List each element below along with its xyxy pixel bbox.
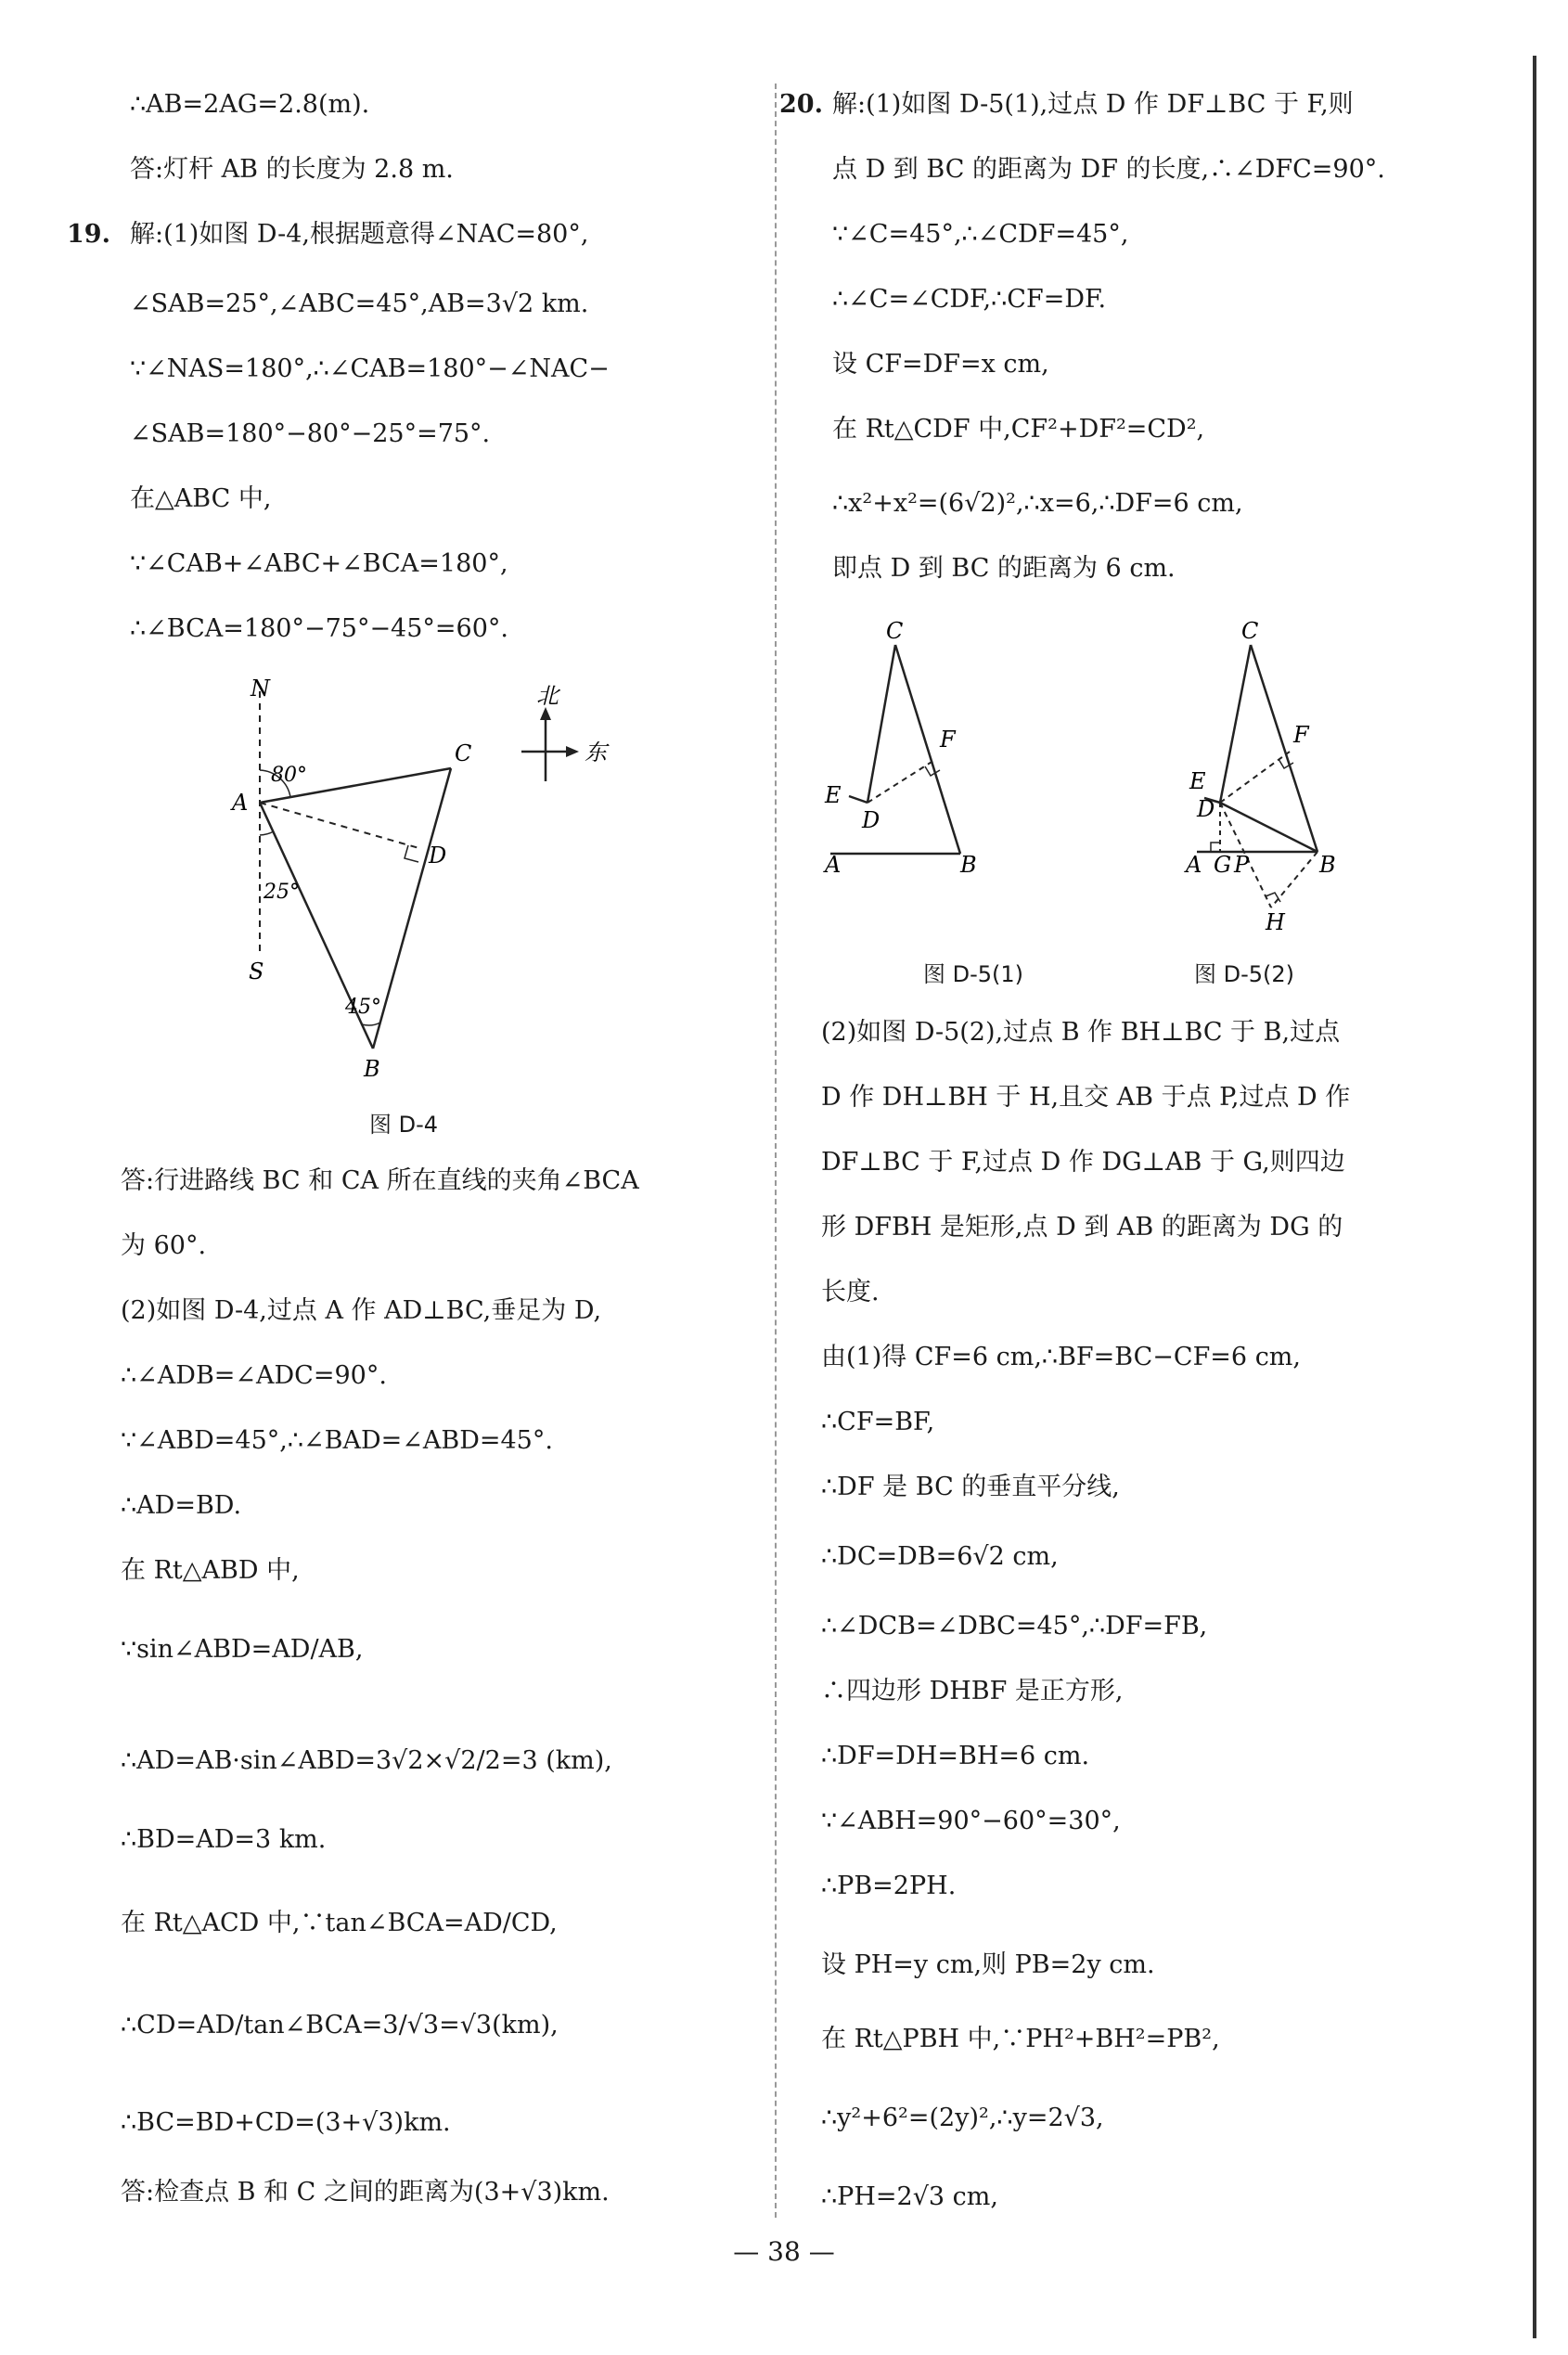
text-line: (2)如图 D-5(2),过点 B 作 BH⊥BC 于 B,过点	[821, 1018, 1341, 1047]
text-line: ∴PB=2PH.	[821, 1872, 957, 1900]
label-d: D	[1197, 796, 1215, 822]
text-line: 形 DFBH 是矩形,点 D 到 AB 的距离为 DG 的	[821, 1213, 1343, 1242]
question-number: 20.	[779, 90, 823, 119]
label-a: A	[825, 852, 842, 878]
label-f: F	[940, 727, 956, 753]
text-line: ∴DF=DH=BH=6 cm.	[821, 1742, 1090, 1770]
angle-abc-label: 45°	[345, 996, 381, 1019]
text-line: ∴AD=BD.	[121, 1491, 242, 1520]
text-line: ∵∠ABH=90°−60°=30°,	[821, 1807, 1121, 1835]
figure-caption: 图 D-5(2)	[1194, 961, 1295, 987]
question-number: 19.	[67, 220, 110, 249]
text-line: 设 PH=y cm,则 PB=2y cm.	[821, 1950, 1155, 1979]
label-b: B	[1319, 852, 1336, 878]
text-line: ∴∠C=∠CDF,∴CF=DF.	[832, 285, 1107, 314]
text-line: ∠SAB=25°,∠ABC=45°,AB=3√2 km.	[130, 290, 589, 318]
text-line: D 作 DH⊥BH 于 H,且交 AB 于点 P,过点 D 作	[821, 1083, 1351, 1112]
text-line: 点 D 到 BC 的距离为 DF 的长度,∴∠DFC=90°.	[832, 155, 1385, 184]
text-line: ∵∠ABD=45°,∴∠BAD=∠ABD=45°.	[121, 1426, 553, 1455]
text-line: 长度.	[821, 1278, 880, 1306]
figure-caption: 图 D-5(1)	[923, 961, 1024, 987]
text-line: 在 Rt△ACD 中,∵tan∠BCA=AD/CD,	[121, 1909, 558, 1937]
text-line: ∴x²+x²=(6√2)²,∴x=6,∴DF=6 cm,	[832, 489, 1243, 518]
label-h: H	[1266, 909, 1285, 935]
text-line: ∠SAB=180°−80°−25°=75°.	[130, 419, 491, 448]
text-line: ∴BC=BD+CD=(3+√3)km.	[121, 2108, 451, 2137]
figure-d5-1	[821, 612, 1062, 891]
text-line: 由(1)得 CF=6 cm,∴BF=BC−CF=6 cm,	[821, 1343, 1301, 1371]
text-line: ∵sin∠ABD=AD/AB,	[121, 1635, 364, 1664]
page-number: — 38 —	[733, 2236, 835, 2267]
text-line: 解:(1)如图 D-4,根据题意得∠NAC=80°,	[130, 220, 589, 249]
text-line: 在 Rt△PBH 中,∵PH²+BH²=PB²,	[821, 2025, 1220, 2053]
label-c: C	[1241, 618, 1259, 644]
text-line: ∴AB=2AG=2.8(m).	[130, 90, 370, 119]
text-line: 在 Rt△CDF 中,CF²+DF²=CD²,	[832, 415, 1205, 444]
text-line: DF⊥BC 于 F,过点 D 作 DG⊥AB 于 G,则四边	[821, 1148, 1345, 1177]
column-divider	[775, 84, 777, 2218]
label-e: E	[1189, 768, 1206, 794]
text-line: ∴DF 是 BC 的垂直平分线,	[821, 1473, 1120, 1501]
label-b: B	[364, 1056, 380, 1082]
text-line: ∵∠C=45°,∴∠CDF=45°,	[832, 220, 1129, 249]
text-line: 在 Rt△ABD 中,	[121, 1556, 300, 1585]
label-b: B	[960, 852, 977, 878]
text-line: ∴四边形 DHBF 是正方形,	[821, 1677, 1124, 1705]
text-line: 答:行进路线 BC 和 CA 所在直线的夹角∠BCA	[121, 1166, 639, 1195]
compass-north-label: 北	[536, 683, 559, 709]
text-line: ∴y²+6²=(2y)²,∴y=2√3,	[821, 2104, 1104, 2132]
text-line: ∵∠NAS=180°,∴∠CAB=180°−∠NAC−	[130, 354, 610, 383]
label-c: C	[455, 740, 472, 766]
angle-nac-label: 80°	[271, 764, 307, 787]
text-line: 即点 D 到 BC 的距离为 6 cm.	[832, 554, 1176, 583]
label-a: A	[1186, 852, 1202, 878]
angle-sab-label: 25°	[263, 881, 300, 904]
text-line: ∴BD=AD=3 km.	[121, 1825, 327, 1854]
text-line: 答:检查点 B 和 C 之间的距离为(3+√3)km.	[121, 2178, 610, 2207]
figure-d4	[223, 677, 612, 1086]
text-line: ∴CF=BF,	[821, 1408, 935, 1436]
page-edge-bar	[1533, 56, 1536, 2338]
label-a: A	[232, 790, 249, 816]
label-s: S	[249, 959, 264, 984]
label-f: F	[1293, 722, 1309, 748]
label-g: G	[1214, 852, 1232, 878]
text-line: ∴CD=AD/tan∠BCA=3/√3=√3(km),	[121, 2011, 559, 2040]
label-d: D	[429, 843, 447, 869]
text-line: ∴DC=DB=6√2 cm,	[821, 1542, 1059, 1571]
text-line: 为 60°.	[121, 1231, 207, 1260]
text-line: ∴∠ADB=∠ADC=90°.	[121, 1361, 387, 1390]
text-line: 解:(1)如图 D-5(1),过点 D 作 DF⊥BC 于 F,则	[832, 90, 1354, 119]
label-p: P	[1234, 852, 1250, 878]
label-d: D	[862, 807, 880, 833]
text-line: ∴∠DCB=∠DBC=45°,∴DF=FB,	[821, 1612, 1208, 1641]
figure-caption: 图 D-4	[369, 1112, 439, 1138]
label-c: C	[886, 618, 904, 644]
text-line: ∴PH=2√3 cm,	[821, 2182, 998, 2211]
text-line: ∴AD=AB·sin∠ABD=3√2×√2/2=3 (km),	[121, 1746, 612, 1775]
figure-d5-2	[1178, 612, 1475, 946]
text-line: 答:灯杆 AB 的长度为 2.8 m.	[130, 155, 454, 184]
text-line: ∴∠BCA=180°−75°−45°=60°.	[130, 614, 508, 643]
text-line: 在△ABC 中,	[130, 484, 272, 513]
compass-east-label: 东	[585, 740, 607, 766]
label-e: E	[825, 782, 842, 808]
text-line: 设 CF=DF=x cm,	[832, 350, 1049, 379]
label-n: N	[251, 677, 270, 701]
text-line: ∵∠CAB+∠ABC+∠BCA=180°,	[130, 549, 508, 578]
text-line: (2)如图 D-4,过点 A 作 AD⊥BC,垂足为 D,	[121, 1296, 602, 1325]
